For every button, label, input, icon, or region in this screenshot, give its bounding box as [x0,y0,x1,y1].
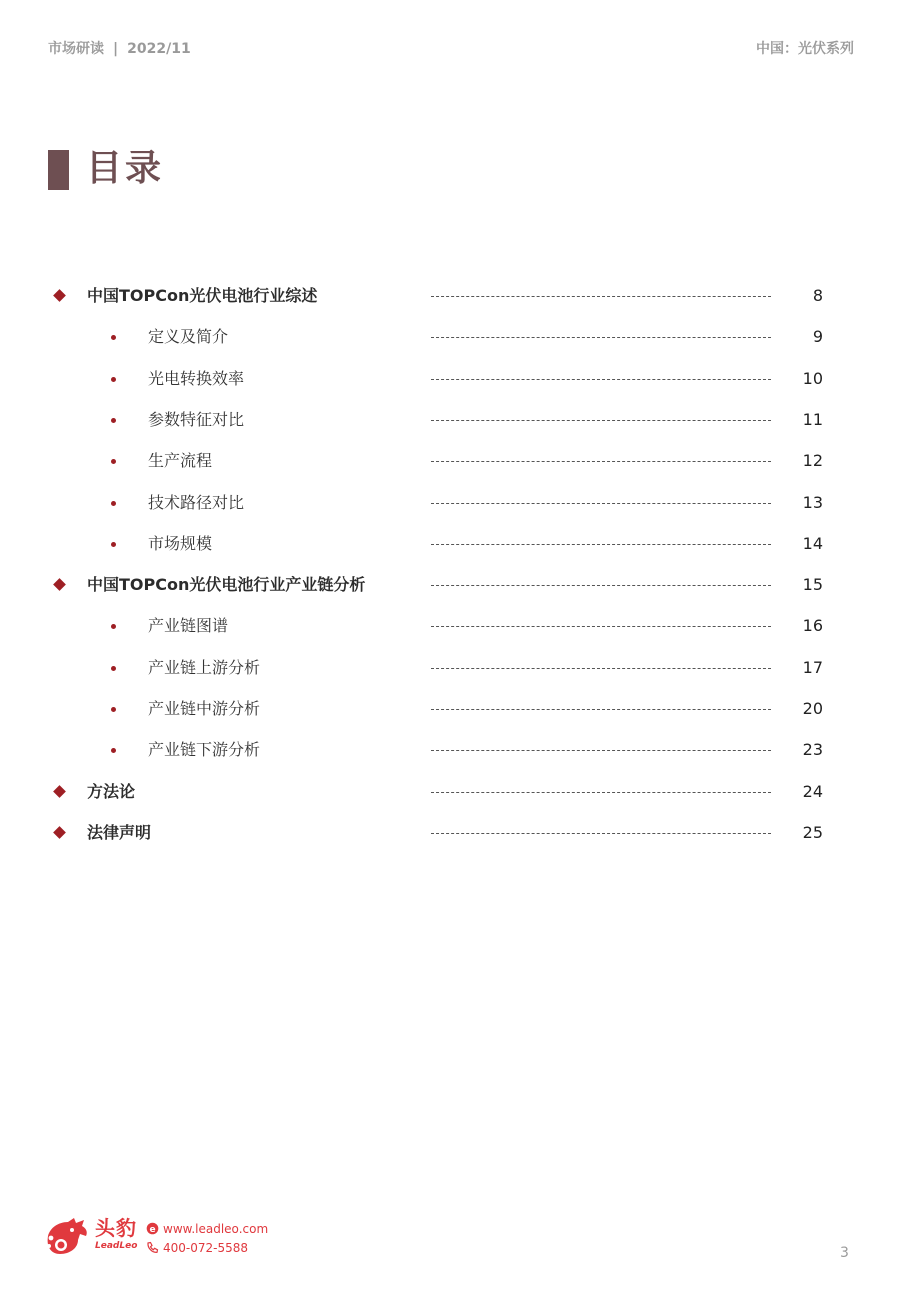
diamond-bullet-icon [53,578,66,591]
dot-bullet-icon [111,377,116,382]
dot-bullet-icon [111,459,116,464]
toc-entry-label: 定义及简介 [148,327,229,346]
toc-subsection-entry[interactable] [0,656,900,682]
toc-subsection-entry[interactable] [0,614,900,640]
toc-entry-label: 产业链中游分析 [148,699,261,718]
phone-number: 400-072-5588 [163,1241,249,1255]
toc-subsection-entry[interactable] [0,449,900,475]
toc-entry-label: 方法论 [87,782,136,801]
toc-page-number: 15 [802,575,823,594]
toc-page-number: 17 [802,658,823,677]
toc-entry-label: 产业链上游分析 [148,658,261,677]
dot-bullet-icon [111,418,116,423]
toc-entry-label: 产业链下游分析 [148,740,261,759]
dotted-leader [431,420,771,421]
toc-entry-label: 参数特征对比 [148,410,245,429]
brand-name-cn: 头豹 [95,1216,137,1240]
dotted-leader [431,750,771,751]
toc-page-number: 13 [802,493,823,512]
header-category: 市场研读 [48,41,104,57]
dotted-leader [431,461,771,462]
dotted-leader [431,503,771,504]
dotted-leader [431,626,771,627]
phone-contact[interactable] [146,1240,248,1256]
toc-page-number: 10 [802,369,823,388]
dot-bullet-icon [111,542,116,547]
toc-entry-label: 技术路径对比 [148,493,245,512]
toc-entry-label: 中国TOPCon光伏电池行业产业链分析 [87,575,366,594]
page-title: 目录 [86,148,165,189]
toc-entry-label: 法律声明 [87,823,152,842]
toc-section-entry[interactable] [0,284,900,310]
dot-bullet-icon [111,501,116,506]
toc-page-number: 14 [802,534,823,553]
header-left [48,38,191,58]
toc-page-number: 24 [802,782,823,801]
toc-subsection-entry[interactable] [0,367,900,393]
toc-entry-label: 生产流程 [148,451,213,470]
header-series: 中国：光伏系列 [756,41,854,57]
toc-page-number: 8 [812,286,823,305]
toc-page-number: 12 [802,451,823,470]
web-icon [146,1222,159,1235]
dot-bullet-icon [111,666,116,671]
toc-page-number: 16 [802,616,823,635]
dot-bullet-icon [111,707,116,712]
toc-section-entry[interactable] [0,780,900,806]
dot-bullet-icon [111,335,116,340]
toc-section-entry[interactable] [0,573,900,599]
website-contact[interactable] [146,1221,268,1237]
phone-icon [146,1241,159,1254]
toc-subsection-entry[interactable] [0,738,900,764]
dotted-leader [431,792,771,793]
toc-page-number: 25 [802,823,823,842]
toc-subsection-entry[interactable] [0,491,900,517]
toc-entry-label: 产业链图谱 [148,616,229,635]
diamond-bullet-icon [53,826,66,839]
header-date: 2022/11 [127,41,191,57]
toc-page-number: 23 [802,740,823,759]
diamond-bullet-icon [53,289,66,302]
dot-bullet-icon [111,748,116,753]
title-accent-bar [48,150,69,190]
toc-subsection-entry[interactable] [0,532,900,558]
toc-subsection-entry[interactable] [0,408,900,434]
header-separator: | [113,41,119,57]
diamond-bullet-icon [53,785,66,798]
dotted-leader [431,544,771,545]
toc-page-number: 11 [802,410,823,429]
leopard-logo-icon [44,1216,90,1256]
toc-page-number: 9 [812,327,823,346]
website-link[interactable]: www.leadleo.com [163,1222,269,1236]
dot-bullet-icon [111,624,116,629]
dotted-leader [431,833,771,834]
dotted-leader [431,337,771,338]
dotted-leader [431,296,771,297]
dotted-leader [431,709,771,710]
page-number: 3 [840,1245,849,1261]
toc-entry-label: 光电转换效率 [148,369,245,388]
toc-entry-label: 市场规模 [148,534,213,553]
dotted-leader [431,668,771,669]
dotted-leader [431,379,771,380]
svg-text:e: e [149,1225,156,1235]
toc-subsection-entry[interactable] [0,325,900,351]
toc-section-entry[interactable] [0,821,900,847]
toc-entry-label: 中国TOPCon光伏电池行业综述 [87,286,318,305]
toc-page-number: 20 [802,699,823,718]
dotted-leader [431,585,771,586]
brand-name-en: LeadLeo [95,1241,138,1251]
toc-subsection-entry[interactable] [0,697,900,723]
